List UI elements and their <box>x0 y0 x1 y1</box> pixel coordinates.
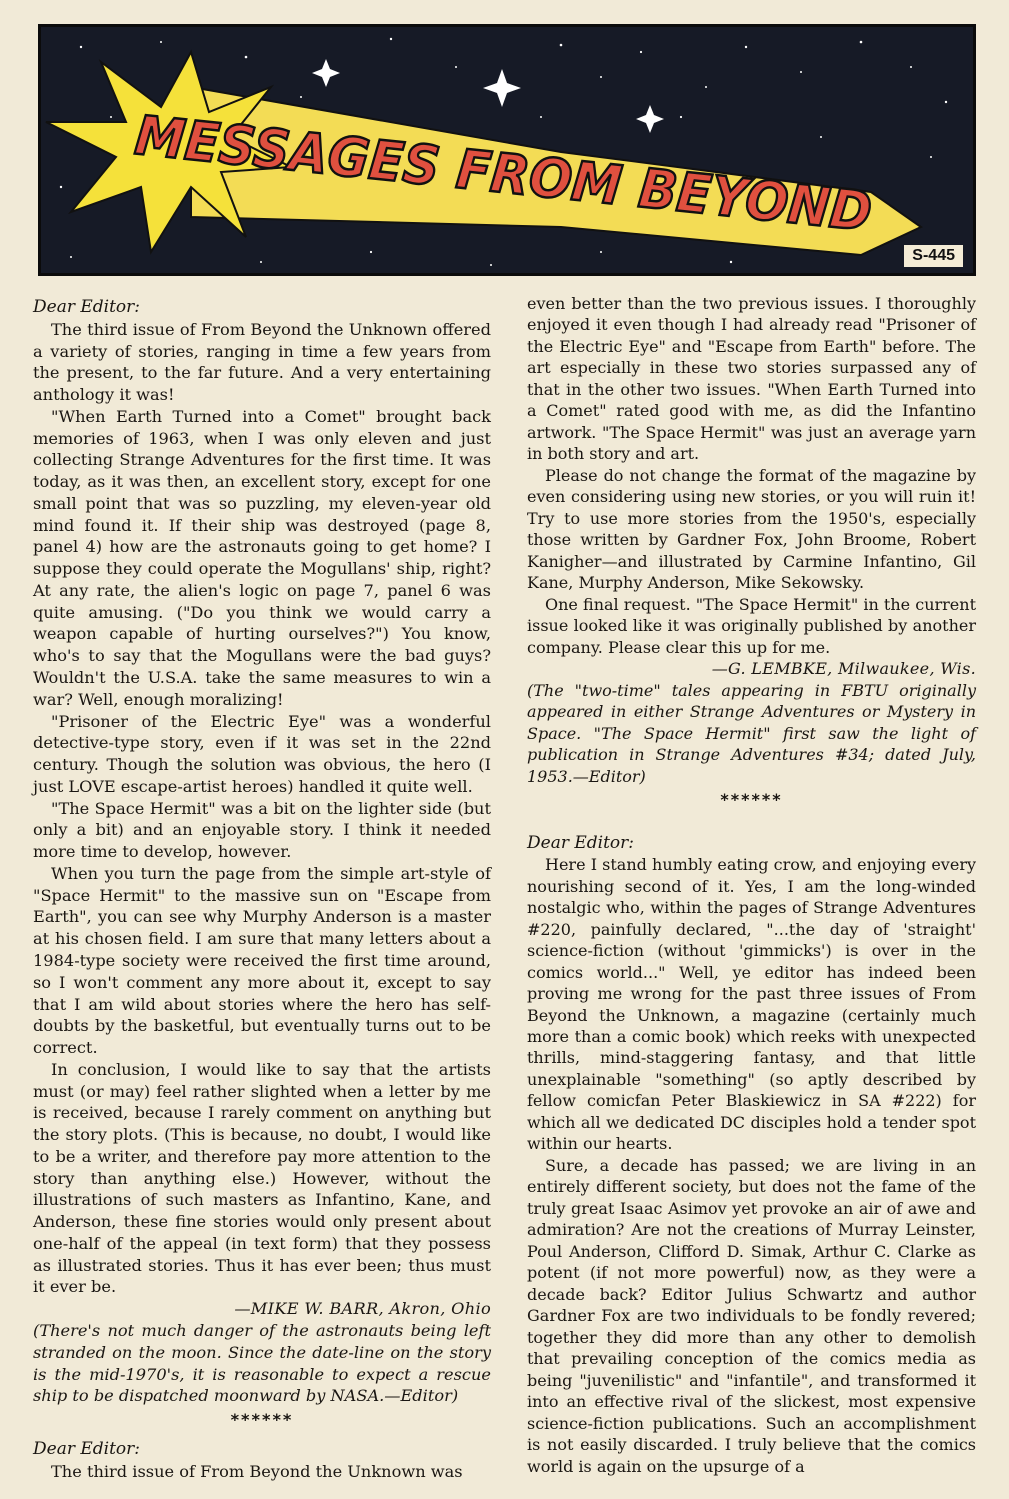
editor-reply: (There's not much danger of the astronauts being left stranded on the moon. Since the date-line on the story is the mid-1970's, it is reasonable to expect a rescue ship to be dispatched moonward by NASA.—Editor) <box>33 1320 491 1406</box>
letter-paragraph: When you turn the page from the simple art-style of "Space Hermit" to the massive sun on "Escape from Earth", you can see why Murphy Anderson is a master at his chosen field. I am sure that many letters about a 1984-type society were received the first time around, so I won't comment any more about it, except to say that I am wild about stories where the hero has self-doubts by the basketful, but eventually turns out to be correct. <box>33 863 491 1058</box>
editor-reply: (The "two-time" tales appearing in FBTU originally appeared in either Strange Adventures or Mystery in Space. "The Space Hermit" first saw the light of publication in Strange Adventures #34; dated July, 1953.—Editor) <box>527 680 976 786</box>
page-title: MESSAGES FROM BEYOND <box>132 103 930 250</box>
letter-paragraph: "Prisoner of the Electric Eye" was a wonderful detective-type story, even if it was set in the 22nd century. Though the solution was obvious, the hero (I just LOVE escape-artist heroes) handled it quite well. <box>33 711 491 796</box>
salutation: Dear Editor: <box>527 832 635 853</box>
letter-paragraph: Please do not change the format of the magazine by even considering using new stories, or you will ruin it! Try to use more stories from the 1950's, especially those written by Gardner Fox, John Broome, Robert Kanigher—and illustrated by Carmine Infantino, Gil Kane, Murphy Anderson, Mike Sekowsky. <box>527 465 976 593</box>
space-illustration <box>41 27 973 273</box>
signature: —G. LEMBKE, Milwaukee, Wis. <box>711 659 976 679</box>
left-column <box>33 293 491 1482</box>
letter-paragraph: "When Earth Turned into a Comet" brought back memories of 1963, when I was only eleven and just collecting Strange Adventures for the first time. It was today, as it was then, an excellent story, except for one small point that was so puzzling, my eleven-year old mind found it. If their ship was destroyed (page 8, panel 4) how are the astronauts going to get home? I suppose they could operate the Mogullans' ship, right? At any rate, the alien's logic on page 7, panel 6 was quite amusing. ("Do you think we would carry a weapon capable of hurting ourselves?") You know, who's to say that the Mogullans were the bad guys? Wouldn't the U.S.A. take the same measures to win a war? Well, enough moralizing! <box>33 406 491 709</box>
divider: ****** <box>230 1410 294 1430</box>
divider: ****** <box>720 790 783 810</box>
letter-paragraph: In conclusion, I would like to say that the artists must (or may) feel rather slighted when a letter by me is received, because I rarely comment on anything but the story plots. (This is because, no doubt, I would like to be a writer, and therefore pay more attention to the story than anything else.) However, without the illustrations of such masters as Infantino, Kane, and Anderson, these fine stories would only present about one-half of the appeal (in text form) that they possess as illustrated stories. Thus it has ever been; thus must it ever be. <box>33 1059 491 1297</box>
salutation: Dear Editor: <box>33 297 141 317</box>
letter-paragraph: even better than the two previous issues. I thoroughly enjoyed it even though I had already read "Prisoner of the Electric Eye" and "Escape from Earth" before. The art especially in these two stories surpassed any of that in the other two issues. "When Earth Turned into a Comet" rated good with me, as did the Infantino artwork. "The Space Hermit" was just an average yarn in both story and art. <box>527 294 976 464</box>
issue-code: S-445 <box>904 245 963 267</box>
letter-paragraph: The third issue of From Beyond the Unknown was <box>51 1461 463 1481</box>
letter-paragraph: Here I stand humbly eating crow, and enjoying every nourishing second of it. Yes, I am the long-winded nostalgic who, within the pages of Strange Adventures #220, painfully declared, "...the day of 'straight' science-fiction (without 'gimmicks') is over in the comics world..." Well, ye editor has indeed been proving me wrong for the past three issues of From Beyond the Unknown, a magazine (certainly much more than a comic book) which reeks with unexpected thrills, mind-staggering fantasy, and that little unexplainable "something" (so aptly described by fellow comicfan Peter Blaskiewicz in SA #222) for which all we dedicated DC disciples hold a tender spot within our hearts. <box>527 855 976 1154</box>
right-column <box>527 293 976 1477</box>
header-banner <box>38 24 976 276</box>
letter-paragraph: "The Space Hermit" was a bit on the lighter side (but only a bit) and an enjoyable story. I think it needed more time to develop, however. <box>33 798 491 862</box>
letter-paragraph: The third issue of From Beyond the Unknown offered a variety of stories, ranging in time a few years from the present, to the far future. And a very entertaining anthology it was! <box>33 319 491 405</box>
letter-paragraph: One final request. "The Space Hermit" in the current issue looked like it was originally published by another company. Please clear this up for me. <box>527 594 976 657</box>
letter-paragraph: Sure, a decade has passed; we are living in an entirely different society, but does not the fame of the truly great Isaac Asimov yet provoke an air of awe and admiration? Are not the creations of Murray Leinster, Poul Anderson, Clifford D. Simak, Arthur C. Clarke as potent (if not more powerful) now, as they were a decade back? Editor Julius Schwartz and author Gardner Fox are two individuals to be fondly revered; together they did more than any other to demolish that prevailing conception of the comics media as being "juvenilistic" and "infantile", and transformed it into an effective rival of the slickest, most expensive science-fiction publications. Such an accomplishment is not easily discarded. I truly believe that the comics world is again on the upsurge of a <box>527 1155 976 1476</box>
salutation: Dear Editor: <box>33 1438 141 1459</box>
signature: —MIKE W. BARR, Akron, Ohio <box>234 1299 491 1319</box>
